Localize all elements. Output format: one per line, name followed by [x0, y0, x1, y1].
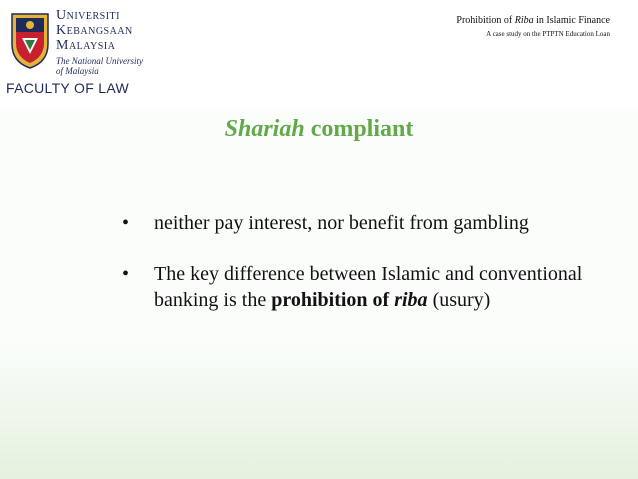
bullet-dot-icon: •	[122, 263, 130, 285]
slide-header	[0, 0, 638, 108]
faculty-name: FACULTY OF LAW	[6, 80, 129, 96]
university-name	[56, 8, 133, 53]
presentation-title-suffix: in Islamic Finance	[533, 15, 610, 26]
bullet-2-intro: The key difference between Islamic and conventional banking is the	[154, 263, 583, 311]
presentation-subtitle: A case study on the PTPTN Education Loan	[486, 30, 610, 38]
presentation-topic	[456, 14, 610, 39]
bullet-1-text: neither pay interest, nor benefit from gambling	[154, 212, 529, 234]
university-name-line-3: Malaysia	[56, 38, 116, 53]
slide-title-rest: compliant	[304, 116, 414, 142]
bullet-2-riba: riba	[394, 289, 428, 311]
presentation-title	[456, 14, 610, 27]
bullet-2-bold: prohibition of	[271, 289, 390, 311]
bullet-item	[122, 261, 602, 313]
university-tagline-line-1: The National University	[56, 56, 143, 66]
bullet-2-text	[154, 263, 582, 311]
university-crest-logo	[8, 10, 52, 70]
presentation-title-emphasis: Riba	[514, 15, 534, 26]
bottom-background-glow	[0, 339, 638, 479]
bullet-list	[122, 210, 602, 313]
university-name-line-1: Universiti	[56, 8, 120, 23]
bullet-2-ending: (usury)	[427, 289, 491, 311]
university-tagline-line-2: of Malaysia	[56, 66, 99, 76]
slide-title	[0, 116, 638, 143]
university-name-line-2: Kebangsaan	[56, 23, 133, 38]
bullet-item	[122, 210, 602, 236]
slide-title-emphasis: Shariah	[224, 116, 305, 142]
university-tagline	[56, 56, 143, 76]
presentation-title-prefix: Prohibition of	[456, 15, 515, 26]
bullet-dot-icon: •	[122, 212, 130, 234]
